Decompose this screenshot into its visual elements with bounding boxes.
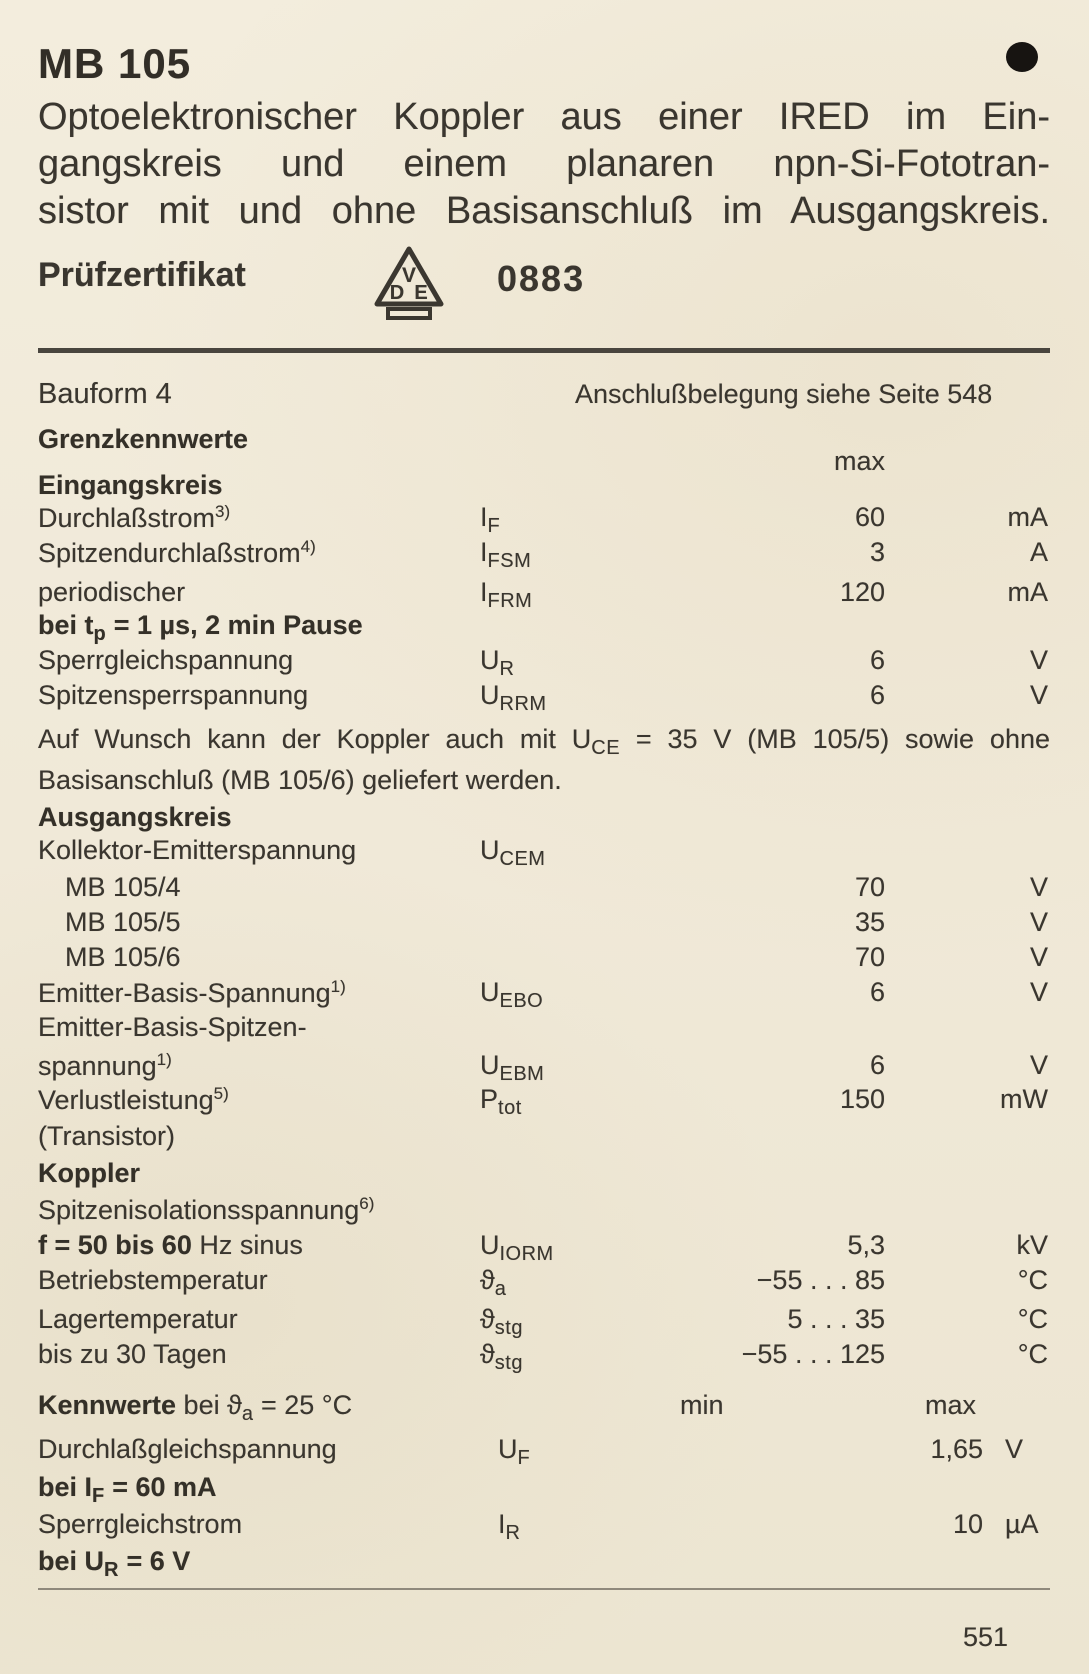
row-unit: kV [1016, 1230, 1048, 1260]
description-line-3: sistor mit und ohne Basisanschluß im Ausgangskreis. [38, 190, 1050, 232]
row-symbol: $ϑ_{stg}$ [480, 1304, 523, 1339]
table-row [38, 835, 1050, 871]
section-ausgangskreis: Ausgangskreis [38, 802, 232, 832]
pin-assignment-note: Anschlußbelegung siehe Seite 548 [575, 379, 993, 409]
row-symbol: $U_{EBM}$ [480, 1050, 545, 1085]
table-row [38, 502, 1050, 538]
row-condition: bei $t_p = 1$ µs, 2 min Pause [38, 610, 363, 645]
cert-number: 0883 [497, 258, 586, 299]
row-label: periodischer [38, 577, 186, 607]
bottom-divider [38, 1588, 1050, 1590]
row-label: Emitter-Basis-Spannung$^{1)}$ [38, 977, 346, 1008]
product-title: MB 105 [38, 40, 192, 87]
row-max-value: −55 . . . 85 [756, 1265, 885, 1295]
row-symbol: $I_F$ [480, 502, 501, 537]
row-symbol: $U_{IORM}$ [480, 1230, 554, 1265]
row-label: Durchlaßgleichspannung [38, 1434, 337, 1464]
row-symbol: $ϑ_{stg}$ [480, 1339, 523, 1374]
bauform-label: Bauform 4 [38, 378, 172, 410]
table-row [38, 1509, 1050, 1545]
table-row [38, 577, 1050, 613]
row-symbol: $I_{FSM}$ [480, 537, 532, 572]
product-description [38, 94, 1050, 235]
row-unit: mA [1007, 502, 1048, 532]
table-row [38, 645, 1050, 681]
row-label: Spitzendurchlaßstrom$^{4)}$ [38, 537, 316, 568]
row-max-value: 5 . . . 35 [787, 1304, 885, 1334]
row-label: f = 50 bis 60 Hz sinus [38, 1230, 303, 1260]
row-unit: °C [1017, 1304, 1048, 1334]
kennwerte-heading: Kennwerte bei $ϑ_a = 25$ °C [38, 1390, 353, 1425]
row-unit: V [1029, 977, 1048, 1007]
row-max-value: 10 [952, 1509, 983, 1539]
row-symbol: $U_{RRM}$ [480, 680, 547, 715]
row-label: Verlustleistung$^{5)}$ [38, 1084, 229, 1115]
row-label: Lagertemperatur [38, 1304, 238, 1334]
row-unit: mW [1000, 1084, 1048, 1114]
row-condition: bei $U_R = 6$ V [38, 1546, 191, 1581]
row-symbol: $P_{tot}$ [480, 1084, 522, 1119]
row-label: Sperrgleichspannung [38, 645, 294, 675]
row-max-value: 150 [839, 1084, 885, 1114]
top-right-dot [1006, 42, 1038, 72]
row-max-value: 120 [839, 577, 885, 607]
row-max-value: 6 [869, 977, 885, 1007]
row-unit: µA [1005, 1509, 1039, 1539]
row-max-value: 1,65 [930, 1434, 983, 1464]
vde-pedestal [388, 309, 430, 318]
row-label: Spitzensperrspannung [38, 680, 309, 710]
row-unit: V [1029, 680, 1048, 710]
row-unit: A [1029, 537, 1048, 567]
bauform-row [38, 378, 1050, 414]
row-symbol: $I_R$ [498, 1509, 521, 1544]
row-max-value: 6 [869, 1050, 885, 1080]
row-label: Spitzenisolationsspannung$^{6)}$ [38, 1194, 375, 1225]
limits-title: Grenzkennwerte [38, 424, 249, 454]
row-label: Emitter-Basis-Spitzen- [38, 1012, 307, 1042]
max-column-header: max [833, 446, 885, 476]
table-row [38, 1265, 1050, 1301]
max-column-header: max [925, 1390, 977, 1420]
row-max-value: 5,3 [847, 1230, 885, 1260]
footnote-marker: 1) [156, 1050, 172, 1069]
row-unit: V [1029, 942, 1048, 972]
row-condition: bei $I_F = 60$ mA [38, 1472, 217, 1507]
footnote-marker: 5) [213, 1084, 229, 1103]
vde-logo [368, 242, 450, 327]
vde-letter-d: D [389, 282, 405, 304]
table-row [38, 977, 1050, 1013]
table-row [38, 942, 1050, 978]
row-label: MB 105/6 [65, 942, 181, 972]
page-number: 551 [962, 1622, 1008, 1652]
row-label: (Transistor) [38, 1121, 176, 1151]
row-max-value: 60 [854, 502, 885, 532]
footnote-marker: 6) [359, 1194, 375, 1213]
row-unit: V [1029, 907, 1048, 937]
row-symbol: $ϑ_a$ [480, 1265, 507, 1300]
row-symbol: $U_{CEM}$ [480, 835, 546, 870]
description-line-1: Optoelektronischer Koppler aus einer IRED im Ein- [38, 96, 1050, 138]
table-row [38, 1304, 1050, 1340]
footnote-marker: 4) [300, 537, 316, 556]
top-divider [38, 348, 1050, 353]
row-unit: V [1029, 645, 1048, 675]
row-label: Kollektor-Emitterspannung [38, 835, 357, 865]
row-max-value: 70 [854, 942, 885, 972]
row-max-value: 35 [854, 907, 885, 937]
table-row [38, 1230, 1050, 1266]
note-line-1: Auf Wunsch kann der Koppler auch mit $U_{CE} = 35$ V (MB 105/5) sowie ohne [38, 724, 1050, 759]
note-line-2: Basisanschluß (MB 105/6) geliefert werden. [38, 765, 562, 795]
table-row [38, 1339, 1050, 1375]
section-eingangskreis: Eingangskreis [38, 470, 223, 500]
section-koppler: Koppler [38, 1158, 141, 1188]
row-max-value: 3 [869, 537, 885, 567]
condition-row [38, 1472, 1050, 1508]
table-row [38, 1121, 1050, 1157]
table-row [38, 537, 1050, 573]
row-label: Durchlaßstrom$^{3)}$ [38, 502, 231, 533]
row-label: bis zu 30 Tagen [38, 1339, 227, 1369]
row-max-value: 70 [854, 872, 885, 902]
vde-letter-v: V [401, 264, 417, 287]
condition-row [38, 610, 1050, 646]
row-unit: °C [1017, 1339, 1048, 1369]
row-unit: mA [1007, 577, 1048, 607]
row-label: spannung$^{1)}$ [38, 1050, 172, 1081]
kennwerte-heading-row [38, 1390, 1050, 1426]
table-row [38, 1050, 1050, 1086]
row-label: Betriebstemperatur [38, 1265, 268, 1295]
footnote-marker: 1) [330, 977, 346, 996]
table-row [38, 680, 1050, 716]
row-unit: °C [1017, 1265, 1048, 1295]
row-symbol: $I_{FRM}$ [480, 577, 533, 612]
table-row [38, 1434, 1050, 1470]
cert-label: Prüfzertifikat [38, 256, 246, 294]
table-row [38, 907, 1050, 943]
row-max-value: 6 [869, 680, 885, 710]
condition-row [38, 1546, 1050, 1582]
description-line-2: gangskreis und einem planaren npn-Si-Fototran- [38, 143, 1050, 185]
row-max-value: −55 . . . 125 [741, 1339, 885, 1369]
row-symbol: $U_R$ [480, 645, 515, 680]
table-row [38, 872, 1050, 908]
row-label: Sperrgleichstrom [38, 1509, 243, 1539]
row-label: MB 105/4 [65, 872, 181, 902]
row-label: MB 105/5 [65, 907, 181, 937]
row-unit: V [1029, 1050, 1048, 1080]
row-symbol: $U_F$ [498, 1434, 531, 1469]
table-row [38, 1194, 1050, 1230]
row-unit: V [1029, 872, 1048, 902]
row-symbol: $U_{EBO}$ [480, 977, 544, 1012]
row-max-value: 6 [869, 645, 885, 675]
row-unit: V [1005, 1434, 1024, 1464]
vde-letter-e: E [414, 282, 428, 304]
table-row [38, 1084, 1050, 1120]
min-column-header: min [680, 1390, 724, 1420]
table-row [38, 1012, 1050, 1048]
footnote-marker: 3) [215, 502, 231, 521]
